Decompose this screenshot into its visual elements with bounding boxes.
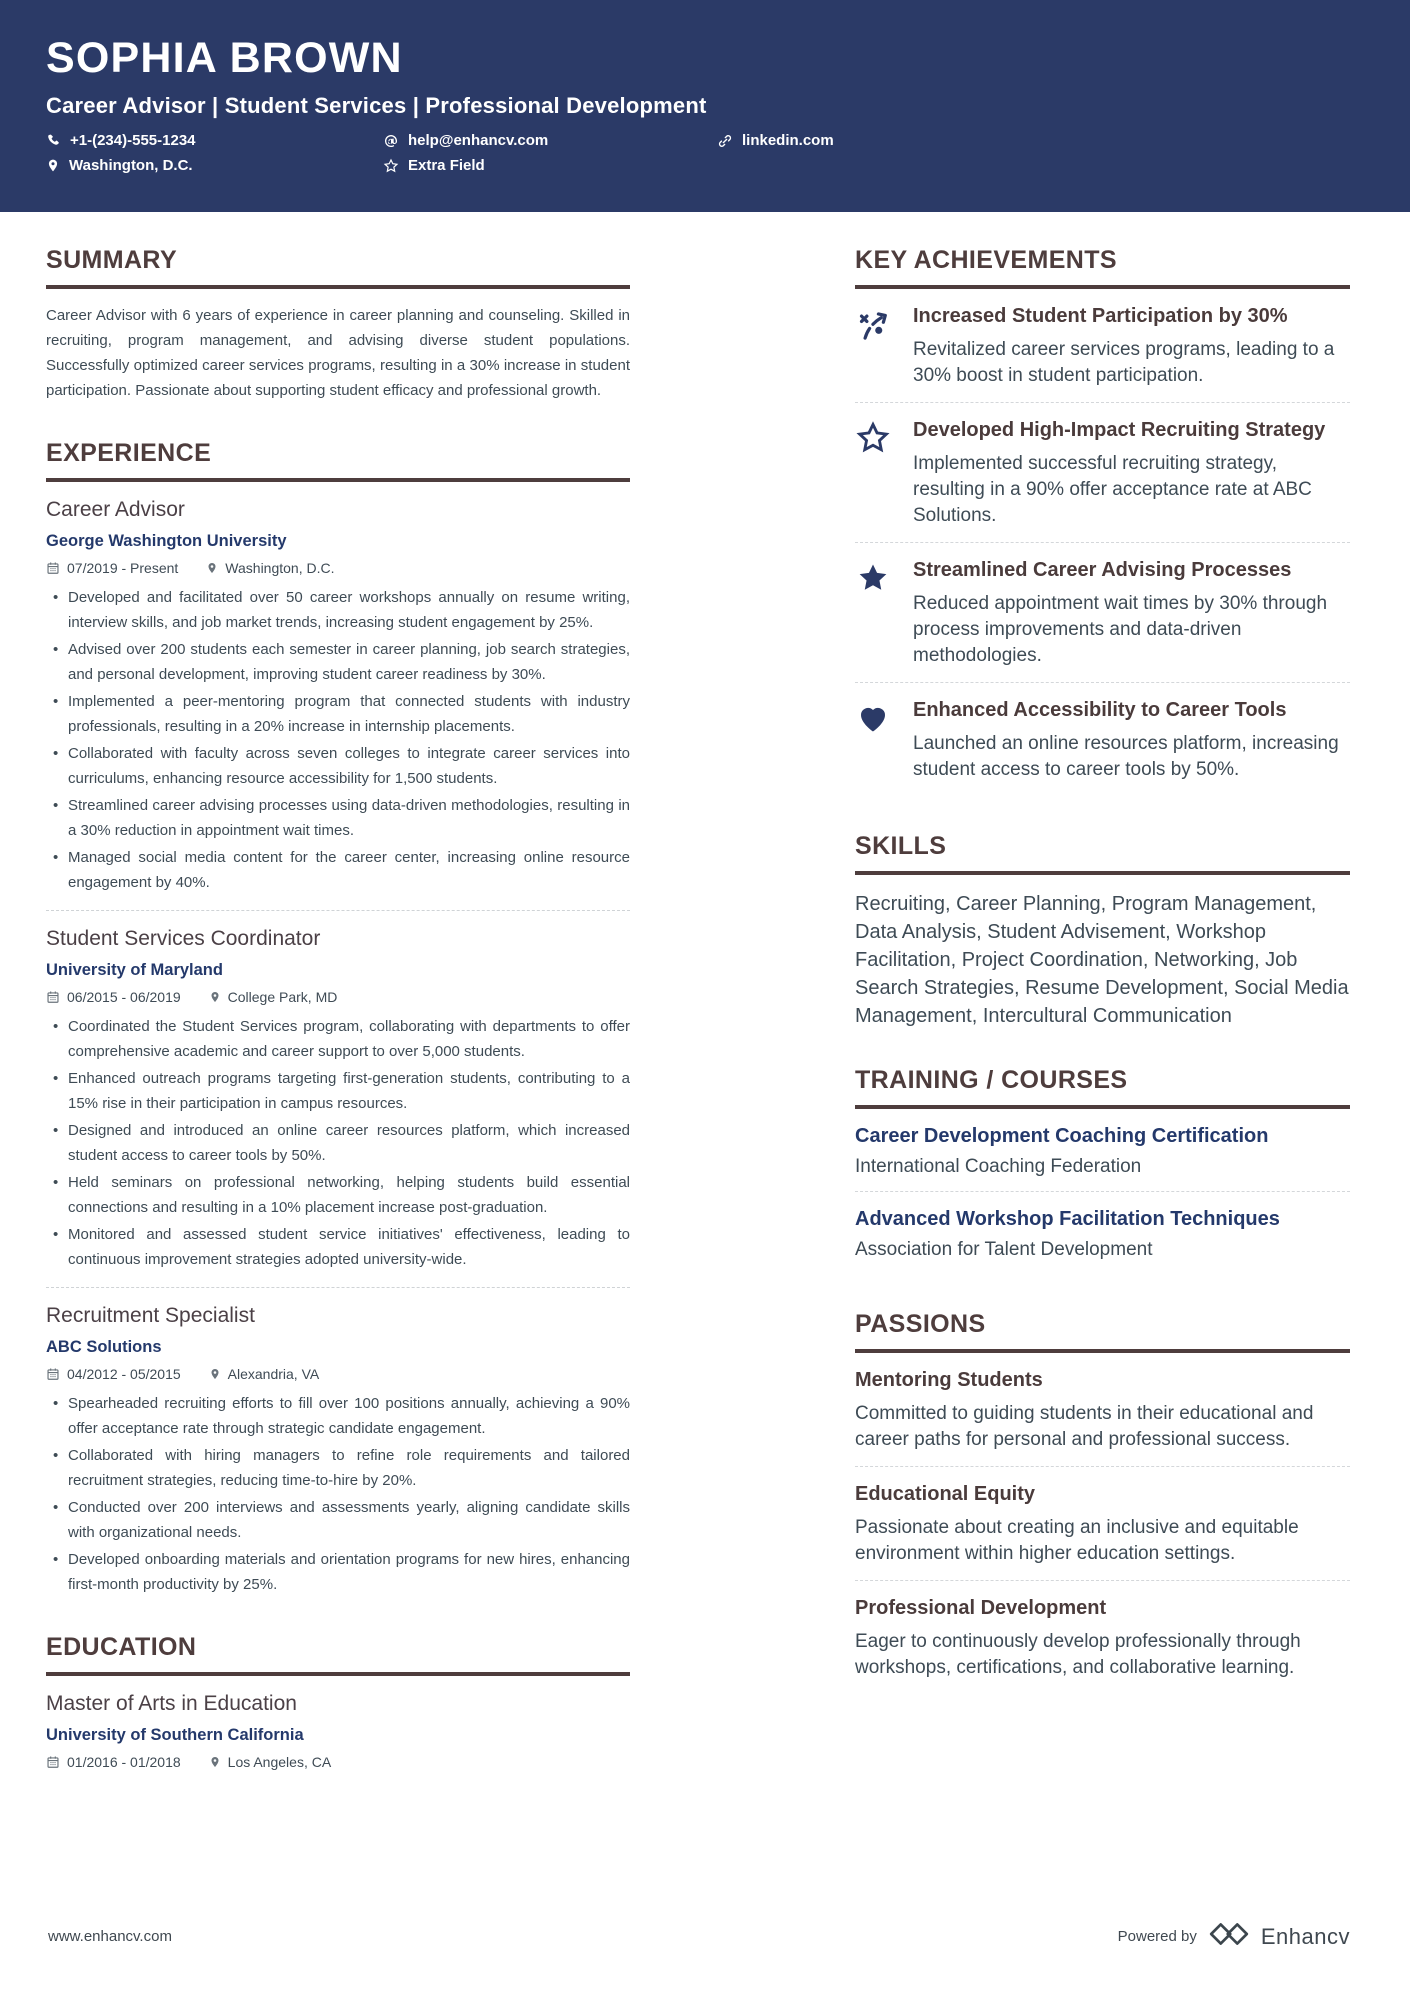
calendar-icon bbox=[46, 1367, 60, 1381]
link-icon bbox=[717, 133, 733, 149]
job-location: College Park, MD bbox=[209, 989, 338, 1005]
passion-text: Committed to guiding students in their educational and career paths for personal and professional success. bbox=[855, 1403, 1314, 1450]
passion-name: Professional Development bbox=[855, 1597, 1107, 1619]
job-dates: 06/2015 - 06/2019 bbox=[46, 989, 181, 1005]
passion-text: Passionate about creating an inclusive and equitable environment within higher education settings. bbox=[855, 1517, 1299, 1564]
training-title: TRAINING / COURSES bbox=[855, 1066, 1350, 1109]
job-bullet: • Collaborated with hiring managers to refine role requirements and tailored recruitment strategies, reducing time-to-hire by 20%. bbox=[46, 1443, 630, 1493]
job-dates: 07/2019 - Present bbox=[46, 560, 178, 576]
experience-title: EXPERIENCE bbox=[46, 439, 630, 482]
footer-site-link[interactable]: www.enhancv.com bbox=[48, 1928, 172, 1945]
job-company: ABC Solutions bbox=[46, 1338, 162, 1356]
education-entry bbox=[46, 1676, 630, 1770]
education-location: Los Angeles, CA bbox=[209, 1754, 332, 1770]
job-bullets bbox=[46, 1391, 630, 1597]
achievement-body bbox=[913, 558, 1350, 669]
job-bullet: • Held seminars on professional networking, helping students build essential connections and resulting in a 10% placement increase post-graduation. bbox=[46, 1170, 630, 1220]
passion-name: Mentoring Students bbox=[855, 1369, 1043, 1391]
page-footer bbox=[48, 1920, 1350, 1953]
job-role: Career Advisor bbox=[46, 498, 185, 521]
job-bullet: • Monitored and assessed student service initiatives' effectiveness, leading to continuous improvement strategies adopted university-wide. bbox=[46, 1222, 630, 1272]
contact-email[interactable] bbox=[383, 132, 717, 149]
contact-linkedin[interactable] bbox=[717, 132, 1364, 149]
location-icon bbox=[209, 1755, 221, 1769]
key-achievements-title: KEY ACHIEVEMENTS bbox=[855, 246, 1350, 289]
achievement-title: Increased Student Participation by 30% bbox=[913, 305, 1288, 327]
job-bullet: • Enhanced outreach programs targeting first-generation students, contributing to a 15% rise in their participation in campus resources. bbox=[46, 1066, 630, 1116]
section-training bbox=[855, 1066, 1350, 1274]
achievement-body bbox=[913, 698, 1350, 783]
job-bullet: • Streamlined career advising processes using data-driven methodologies, resulting in a 30% reduction in appointment wait times. bbox=[46, 793, 630, 843]
achievement-title: Streamlined Career Advising Processes bbox=[913, 559, 1292, 581]
job-bullet: • Designed and introduced an online career resources platform, which increased student access to career tools by 50%. bbox=[46, 1118, 630, 1168]
location-icon bbox=[46, 158, 60, 173]
achievement-title: Developed High-Impact Recruiting Strategy bbox=[913, 419, 1326, 441]
job-bullet: • Spearheaded recruiting efforts to fill over 100 positions annually, achieving a 90% offer acceptance rate through strategic candidate engagement. bbox=[46, 1391, 630, 1441]
experience-entry bbox=[46, 1287, 630, 1597]
section-key-achievements bbox=[855, 246, 1350, 796]
tactics-icon bbox=[855, 304, 893, 389]
job-meta bbox=[46, 989, 630, 1005]
contact-location[interactable] bbox=[46, 157, 383, 174]
contact-phone[interactable] bbox=[46, 132, 383, 149]
course-item bbox=[855, 1109, 1350, 1191]
section-passions bbox=[855, 1310, 1350, 1694]
education-meta bbox=[46, 1754, 630, 1770]
course-org: International Coaching Federation bbox=[855, 1156, 1142, 1177]
location-icon bbox=[209, 1367, 221, 1381]
achievement-item bbox=[855, 542, 1350, 682]
summary-title: SUMMARY bbox=[46, 246, 630, 289]
job-meta bbox=[46, 560, 630, 576]
calendar-icon bbox=[46, 1755, 60, 1769]
location-icon bbox=[209, 990, 221, 1004]
star-outline-icon bbox=[383, 158, 399, 174]
powered-by[interactable] bbox=[1118, 1920, 1350, 1953]
contact-email-text: help@enhancv.com bbox=[408, 132, 549, 149]
course-name: Advanced Workshop Facilitation Techniques bbox=[855, 1208, 1280, 1230]
passion-text: Eager to continuously develop professionally through workshops, certifications, and collaborative learning. bbox=[855, 1631, 1301, 1678]
contact-phone-text: +1-(234)-555-1234 bbox=[70, 132, 196, 149]
job-location: Alexandria, VA bbox=[209, 1366, 320, 1382]
left-column bbox=[46, 246, 630, 1770]
star-outline-icon bbox=[855, 418, 893, 529]
header bbox=[0, 0, 1410, 212]
course-name: Career Development Coaching Certification bbox=[855, 1125, 1269, 1147]
job-dates: 04/2012 - 05/2015 bbox=[46, 1366, 181, 1382]
achievement-item bbox=[855, 402, 1350, 542]
calendar-icon bbox=[46, 990, 60, 1004]
passion-item bbox=[855, 1353, 1350, 1466]
enhancv-wordmark: Enhancv bbox=[1260, 1923, 1350, 1949]
job-role: Recruitment Specialist bbox=[46, 1304, 255, 1327]
phone-icon bbox=[46, 133, 61, 148]
contact-extra-field[interactable] bbox=[383, 157, 717, 174]
skills-title: SKILLS bbox=[855, 832, 1350, 875]
passion-item bbox=[855, 1580, 1350, 1694]
section-education bbox=[46, 1633, 630, 1770]
job-role: Student Services Coordinator bbox=[46, 927, 321, 950]
experience-entry bbox=[46, 910, 630, 1272]
experience-entry bbox=[46, 482, 630, 895]
candidate-name: SOPHIA BROWN bbox=[46, 34, 403, 82]
education-degree: Master of Arts in Education bbox=[46, 1692, 297, 1715]
calendar-icon bbox=[46, 561, 60, 575]
powered-by-label: Powered by bbox=[1117, 1928, 1197, 1945]
job-company: George Washington University bbox=[46, 532, 287, 550]
achievement-body bbox=[913, 418, 1350, 529]
job-bullet: • Developed and facilitated over 50 career workshops annually on resume writing, interview skills, and job market trends, increasing student engagement by 25%. bbox=[46, 585, 630, 635]
heart-icon bbox=[855, 698, 893, 783]
achievement-title: Enhanced Accessibility to Career Tools bbox=[913, 699, 1287, 721]
section-summary bbox=[46, 246, 630, 403]
education-dates: 01/2016 - 01/2018 bbox=[46, 1754, 181, 1770]
job-bullet: • Coordinated the Student Services program, collaborating with departments to offer comprehensive academic and career support to over 5,000 students. bbox=[46, 1014, 630, 1064]
section-skills bbox=[855, 832, 1350, 1030]
job-company: University of Maryland bbox=[46, 961, 223, 979]
contact-bar bbox=[46, 132, 1364, 174]
passions-title: PASSIONS bbox=[855, 1310, 1350, 1353]
achievement-text: Revitalized career services programs, leading to a 30% boost in student participation. bbox=[913, 339, 1335, 386]
skills-list: Recruiting, Career Planning, Program Management, Data Analysis, Student Advisement, Workshop Facilitation, Project Coordination, Networking, Job Search Strategies, Resume Development, Social Media Management, Intercultural Communication bbox=[855, 893, 1349, 1027]
contact-extra-text: Extra Field bbox=[408, 157, 485, 174]
contact-linkedin-text: linkedin.com bbox=[742, 132, 834, 149]
star-filled-icon bbox=[855, 558, 893, 669]
achievement-text: Reduced appointment wait times by 30% through process improvements and data-driven methodologies. bbox=[913, 593, 1328, 666]
job-bullet: • Developed onboarding materials and orientation programs for new hires, enhancing first-month productivity by 25%. bbox=[46, 1547, 630, 1597]
achievement-body bbox=[913, 304, 1350, 389]
location-icon bbox=[206, 561, 218, 575]
job-location: Washington, D.C. bbox=[206, 560, 334, 576]
job-bullet: • Implemented a peer-mentoring program that connected students with industry professionals, resulting in a 20% increase in internship placements. bbox=[46, 689, 630, 739]
main-content bbox=[0, 212, 1410, 1770]
course-org: Association for Talent Development bbox=[855, 1239, 1153, 1260]
achievement-text: Implemented successful recruiting strategy, resulting in a 90% offer acceptance rate at ABC Solutions. bbox=[913, 453, 1312, 526]
education-school: University of Southern California bbox=[46, 1726, 304, 1744]
job-bullets bbox=[46, 585, 630, 895]
job-bullet: • Collaborated with faculty across seven colleges to integrate career services into curriculums, enhancing resource accessibility for 1,500 students. bbox=[46, 741, 630, 791]
headline: Career Advisor | Student Services | Professional Development bbox=[46, 93, 707, 118]
summary-text: Career Advisor with 6 years of experience in career planning and counseling. Skilled in recruiting, program management, and advising diverse student populations. Successfully optimized career services programs, resulting in a 30% increase in student participation. Passionate about supporting student efficacy and professional growth. bbox=[46, 307, 630, 399]
job-bullet: • Managed social media content for the career center, increasing online resource engagement by 40%. bbox=[46, 845, 630, 895]
enhancv-logo-icon bbox=[1209, 1920, 1249, 1953]
achievement-text: Launched an online resources platform, increasing student access to career tools by 50%. bbox=[913, 733, 1339, 780]
job-bullet: • Advised over 200 students each semester in career planning, job search strategies, and personal development, improving student career readiness by 30%. bbox=[46, 637, 630, 687]
job-meta bbox=[46, 1366, 630, 1382]
achievement-item bbox=[855, 289, 1350, 402]
passion-name: Educational Equity bbox=[855, 1483, 1036, 1505]
job-bullet: • Conducted over 200 interviews and assessments yearly, aligning candidate skills with organizational needs. bbox=[46, 1495, 630, 1545]
email-icon bbox=[383, 133, 399, 149]
section-experience bbox=[46, 439, 630, 1597]
right-column bbox=[855, 246, 1350, 1694]
achievement-item bbox=[855, 682, 1350, 796]
course-item bbox=[855, 1191, 1350, 1274]
education-title: EDUCATION bbox=[46, 1633, 630, 1676]
passion-item bbox=[855, 1466, 1350, 1580]
job-bullets bbox=[46, 1014, 630, 1272]
contact-location-text: Washington, D.C. bbox=[69, 157, 193, 174]
